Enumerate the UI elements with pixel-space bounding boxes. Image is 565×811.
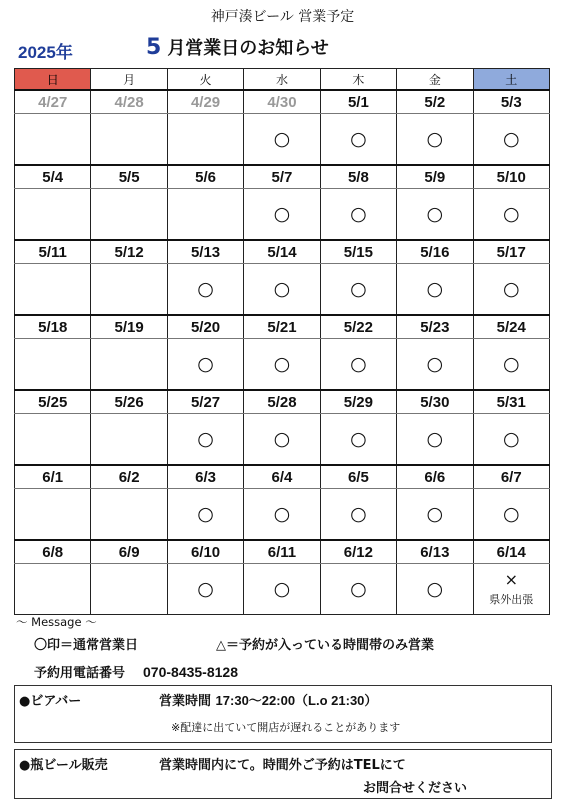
date-cell: 5/11 bbox=[15, 240, 91, 264]
phone-label: 予約用電話番号 bbox=[34, 666, 126, 681]
open-mark: ○ bbox=[426, 578, 444, 600]
status-cell bbox=[167, 564, 243, 615]
status-cell bbox=[244, 564, 320, 615]
bottle-sales-label: ●瓶ビール販売 bbox=[19, 758, 108, 773]
status-cell bbox=[244, 264, 320, 316]
bottle-sales-line1: 営業時間内にて。時間外ご予約はTELにて bbox=[159, 758, 406, 773]
status-cell bbox=[397, 264, 473, 316]
status-cell bbox=[473, 564, 549, 615]
date-row bbox=[15, 465, 550, 489]
year-label: 2025年 bbox=[18, 43, 73, 62]
date-cell: 5/15 bbox=[320, 240, 396, 264]
status-cell bbox=[244, 339, 320, 391]
status-cell bbox=[15, 114, 91, 166]
date-cell: 6/9 bbox=[91, 540, 167, 564]
open-mark: ○ bbox=[273, 353, 291, 375]
closed-note: 県外出張 bbox=[489, 593, 534, 606]
message-header: ～ Message ～ bbox=[16, 615, 97, 629]
date-cell: 6/1 bbox=[15, 465, 91, 489]
status-cell bbox=[473, 339, 549, 391]
beer-bar-hours bbox=[159, 690, 377, 709]
beer-bar-label: ●ビアバー bbox=[19, 694, 82, 709]
weekday-mon: 月 bbox=[91, 69, 167, 91]
open-mark: ○ bbox=[350, 203, 367, 225]
status-cell bbox=[91, 339, 167, 391]
mark-row bbox=[15, 414, 550, 466]
closed-mark: × bbox=[504, 570, 518, 589]
beer-bar-hours-label: 営業時間 bbox=[159, 694, 212, 709]
status-cell bbox=[397, 414, 473, 466]
date-cell: 6/14 bbox=[473, 540, 549, 564]
date-cell: 5/12 bbox=[91, 240, 167, 264]
mark-row bbox=[15, 339, 550, 391]
date-cell: 5/8 bbox=[320, 165, 396, 189]
status-cell bbox=[244, 414, 320, 466]
status-cell bbox=[244, 114, 320, 166]
calendar-body bbox=[15, 90, 550, 615]
page-title: 神戸湊ビール 営業予定 bbox=[210, 9, 355, 25]
status-cell bbox=[473, 489, 549, 541]
date-cell: 5/5 bbox=[91, 165, 167, 189]
date-cell: 5/1 bbox=[320, 90, 396, 114]
open-mark: ○ bbox=[502, 428, 520, 450]
open-mark: ○ bbox=[273, 578, 291, 600]
weekday-sun: 日 bbox=[15, 69, 91, 91]
status-cell bbox=[473, 114, 549, 166]
date-cell: 5/30 bbox=[397, 390, 473, 414]
status-cell bbox=[320, 114, 396, 166]
date-cell: 4/29 bbox=[167, 90, 243, 114]
open-mark: ○ bbox=[273, 278, 291, 300]
date-row bbox=[15, 540, 550, 564]
mark-row bbox=[15, 114, 550, 166]
status-cell bbox=[320, 339, 396, 391]
beer-bar-hours-value: 17:30～22:00（L.o 21:30） bbox=[215, 693, 378, 708]
status-cell bbox=[15, 564, 91, 615]
status-cell bbox=[15, 189, 91, 241]
status-cell bbox=[15, 414, 91, 466]
date-cell: 5/26 bbox=[91, 390, 167, 414]
date-cell: 6/6 bbox=[397, 465, 473, 489]
date-cell: 5/22 bbox=[320, 315, 396, 339]
date-cell: 5/31 bbox=[473, 390, 549, 414]
open-mark: ○ bbox=[273, 203, 291, 225]
beer-bar-box bbox=[14, 685, 552, 743]
weekday-wed: 水 bbox=[244, 69, 320, 91]
status-cell bbox=[244, 489, 320, 541]
open-mark: ○ bbox=[350, 428, 367, 450]
date-cell: 5/27 bbox=[167, 390, 243, 414]
open-mark: ○ bbox=[197, 503, 214, 525]
bottle-sales-box bbox=[14, 749, 552, 799]
open-mark: ○ bbox=[273, 128, 291, 150]
open-mark: ○ bbox=[273, 503, 291, 525]
date-cell: 5/21 bbox=[244, 315, 320, 339]
status-cell bbox=[320, 414, 396, 466]
date-cell: 5/25 bbox=[15, 390, 91, 414]
status-cell bbox=[397, 114, 473, 166]
date-cell: 5/9 bbox=[397, 165, 473, 189]
open-mark: ○ bbox=[273, 428, 291, 450]
status-cell bbox=[473, 264, 549, 316]
weekday-fri: 金 bbox=[397, 69, 473, 91]
date-cell: 6/4 bbox=[244, 465, 320, 489]
weekday-header-row bbox=[15, 69, 550, 91]
open-mark: ○ bbox=[502, 503, 520, 525]
status-cell bbox=[91, 264, 167, 316]
status-cell bbox=[91, 189, 167, 241]
open-mark: ○ bbox=[426, 203, 444, 225]
phone-number: 070-8435-8128 bbox=[143, 664, 238, 680]
bottle-sales-line2: お問合せください bbox=[363, 781, 468, 796]
mark-row bbox=[15, 489, 550, 541]
open-mark: ○ bbox=[502, 278, 520, 300]
status-cell bbox=[397, 189, 473, 241]
date-cell: 5/2 bbox=[397, 90, 473, 114]
mark-row bbox=[15, 564, 550, 615]
status-cell bbox=[15, 339, 91, 391]
open-mark: ○ bbox=[197, 578, 214, 600]
date-cell: 5/10 bbox=[473, 165, 549, 189]
open-mark: ○ bbox=[350, 353, 367, 375]
status-cell bbox=[167, 264, 243, 316]
date-cell: 5/19 bbox=[91, 315, 167, 339]
date-cell: 5/3 bbox=[473, 90, 549, 114]
status-cell bbox=[473, 189, 549, 241]
open-mark: ○ bbox=[426, 428, 444, 450]
date-cell: 5/23 bbox=[397, 315, 473, 339]
open-mark: ○ bbox=[426, 503, 444, 525]
open-mark: ○ bbox=[426, 353, 444, 375]
status-cell bbox=[473, 414, 549, 466]
status-cell bbox=[91, 414, 167, 466]
date-cell: 6/8 bbox=[15, 540, 91, 564]
date-cell: 6/11 bbox=[244, 540, 320, 564]
month-heading bbox=[146, 34, 329, 60]
date-cell: 5/20 bbox=[167, 315, 243, 339]
date-row bbox=[15, 240, 550, 264]
date-cell: 5/13 bbox=[167, 240, 243, 264]
date-cell: 6/3 bbox=[167, 465, 243, 489]
weekday-sat: 土 bbox=[473, 69, 549, 91]
date-cell: 6/12 bbox=[320, 540, 396, 564]
status-cell bbox=[397, 489, 473, 541]
status-cell bbox=[320, 189, 396, 241]
legend-open: 〇印＝通常営業日 bbox=[34, 638, 139, 653]
date-cell: 5/6 bbox=[167, 165, 243, 189]
weekday-tue: 火 bbox=[167, 69, 243, 91]
month-number: 5 bbox=[146, 35, 162, 60]
open-mark: ○ bbox=[350, 278, 367, 300]
open-mark: ○ bbox=[350, 128, 367, 150]
date-cell: 5/4 bbox=[15, 165, 91, 189]
status-cell bbox=[167, 114, 243, 166]
date-cell: 5/18 bbox=[15, 315, 91, 339]
open-mark: ○ bbox=[197, 353, 214, 375]
date-cell: 4/27 bbox=[15, 90, 91, 114]
open-mark: ○ bbox=[426, 128, 444, 150]
status-cell bbox=[167, 189, 243, 241]
status-cell bbox=[15, 264, 91, 316]
date-cell: 4/28 bbox=[91, 90, 167, 114]
date-row bbox=[15, 165, 550, 189]
open-mark: ○ bbox=[197, 278, 214, 300]
date-cell: 5/14 bbox=[244, 240, 320, 264]
status-cell bbox=[244, 189, 320, 241]
date-row bbox=[15, 90, 550, 114]
status-cell bbox=[15, 489, 91, 541]
status-cell bbox=[320, 564, 396, 615]
status-cell bbox=[320, 264, 396, 316]
status-cell bbox=[91, 489, 167, 541]
date-cell: 6/2 bbox=[91, 465, 167, 489]
date-row bbox=[15, 390, 550, 414]
heading-text: 月営業日のお知らせ bbox=[167, 38, 329, 59]
date-cell: 6/13 bbox=[397, 540, 473, 564]
phone-line bbox=[34, 662, 238, 681]
date-cell: 5/28 bbox=[244, 390, 320, 414]
date-cell: 6/10 bbox=[167, 540, 243, 564]
date-cell: 5/16 bbox=[397, 240, 473, 264]
date-cell: 6/7 bbox=[473, 465, 549, 489]
status-cell bbox=[167, 339, 243, 391]
open-mark: ○ bbox=[426, 278, 444, 300]
date-cell: 5/17 bbox=[473, 240, 549, 264]
date-cell: 5/7 bbox=[244, 165, 320, 189]
open-mark: ○ bbox=[197, 428, 214, 450]
mark-row bbox=[15, 189, 550, 241]
status-cell bbox=[167, 489, 243, 541]
open-mark: ○ bbox=[502, 353, 520, 375]
legend-partial: △＝予約が入っている時間帯のみ営業 bbox=[216, 638, 434, 653]
status-cell bbox=[320, 489, 396, 541]
beer-bar-note: ※配達に出ていて開店が遅れることがあります bbox=[171, 721, 401, 734]
mark-row bbox=[15, 264, 550, 316]
date-cell: 4/30 bbox=[244, 90, 320, 114]
status-cell bbox=[91, 114, 167, 166]
date-row bbox=[15, 315, 550, 339]
open-mark: ○ bbox=[350, 503, 367, 525]
weekday-thu: 木 bbox=[320, 69, 396, 91]
date-cell: 5/29 bbox=[320, 390, 396, 414]
date-cell: 5/24 bbox=[473, 315, 549, 339]
calendar-table bbox=[14, 68, 550, 615]
open-mark: ○ bbox=[502, 128, 520, 150]
status-cell bbox=[397, 339, 473, 391]
status-cell bbox=[397, 564, 473, 615]
open-mark: ○ bbox=[350, 578, 367, 600]
status-cell bbox=[91, 564, 167, 615]
status-cell bbox=[167, 414, 243, 466]
date-cell: 6/5 bbox=[320, 465, 396, 489]
open-mark: ○ bbox=[502, 203, 520, 225]
